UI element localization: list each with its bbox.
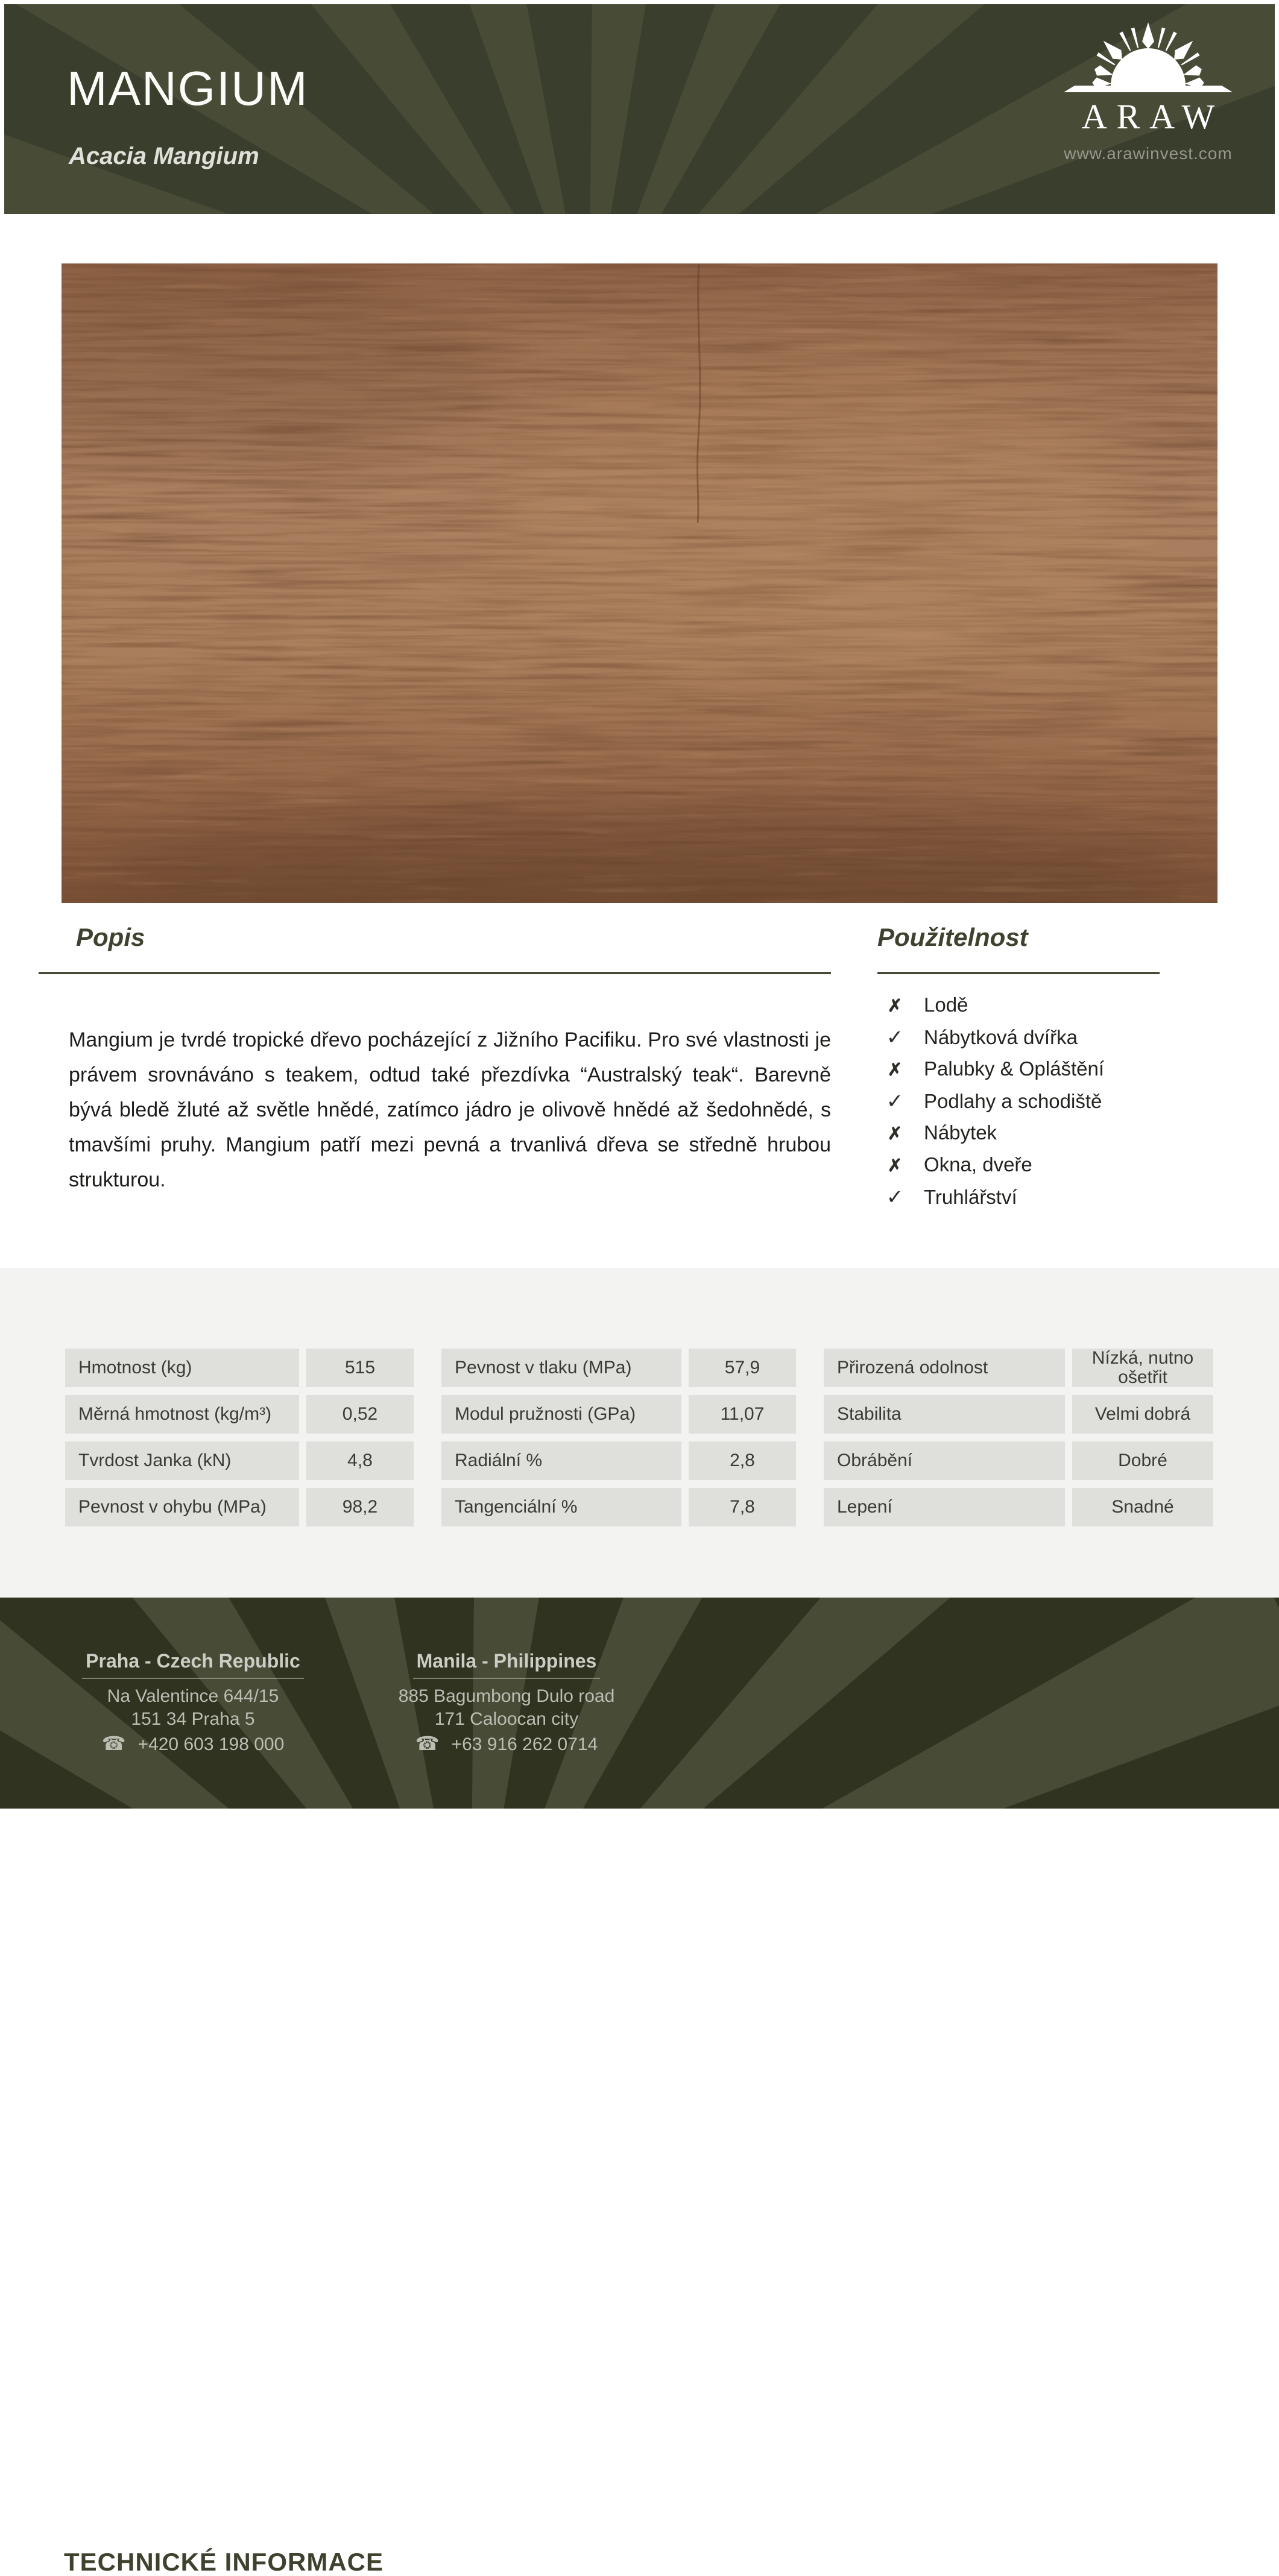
list-item	[882, 1153, 1104, 1185]
list-item	[882, 1025, 1104, 1057]
table-cell-value: 0,52	[306, 1395, 414, 1434]
check-icon: ✓	[886, 1090, 904, 1113]
office-city: Manila - Philippines	[413, 1651, 601, 1679]
section-divider	[39, 972, 831, 974]
table-cell-value: 7,8	[689, 1488, 796, 1526]
check-icon: ✓	[886, 1186, 904, 1209]
table-cell-value: 2,8	[689, 1441, 796, 1480]
table-cell-label: Tvrdost Janka (kN)	[65, 1441, 299, 1480]
page-title: MANGIUM	[67, 61, 309, 115]
office-address-line: Na Valentince 644/15	[107, 1686, 279, 1707]
usability-heading: Použitelnost	[877, 923, 1028, 951]
office-phone	[356, 1731, 657, 1757]
office-address-line: 885 Bagumbong Dulo road	[398, 1686, 615, 1707]
table-cell-value: Dobré	[1072, 1441, 1213, 1480]
brand-name: ARAW	[1081, 97, 1225, 136]
list-item	[882, 1089, 1104, 1121]
list-item-label: Lodě	[924, 994, 968, 1016]
phone-icon: ☎	[415, 1733, 440, 1755]
table-cell-value: Nízká, nutno ošetřit	[1072, 1349, 1213, 1387]
table-cell-label: Lepení	[824, 1488, 1065, 1526]
phone-icon: ☎	[101, 1733, 126, 1755]
table-cell-label: Pevnost v tlaku (MPa)	[441, 1349, 681, 1387]
footer	[0, 1598, 1279, 1809]
table-cell-label: Hmotnost (kg)	[65, 1349, 299, 1387]
phone-number: +420 603 198 000	[137, 1734, 285, 1755]
table-cell-label: Radiální %	[441, 1441, 681, 1480]
araw-logo	[1055, 21, 1242, 163]
table-cell-label: Obrábění	[824, 1441, 1065, 1480]
list-item-label: Palubky & Opláštění	[924, 1057, 1104, 1080]
description-heading: Popis	[76, 923, 145, 951]
table-cell-value: 57,9	[689, 1349, 796, 1387]
table-cell-label: Modul pružnosti (GPa)	[441, 1395, 681, 1434]
phone-number: +63 916 262 0714	[451, 1734, 598, 1755]
header	[4, 4, 1275, 214]
table-cell-label: Pevnost v ohybu (MPa)	[65, 1488, 299, 1526]
list-item	[882, 1121, 1104, 1153]
table-cell-value: Snadné	[1072, 1488, 1213, 1526]
table-cell-value: 515	[306, 1349, 414, 1387]
table-cell-label: Měrná hmotnost (kg/m³)	[65, 1395, 299, 1434]
cross-icon: ✗	[887, 1124, 903, 1144]
table-cell-value: 98,2	[306, 1488, 414, 1526]
list-item	[882, 1185, 1104, 1217]
wood-sample-image	[62, 263, 1217, 903]
table-cell-label: Přirozená odolnost	[824, 1349, 1065, 1387]
office-manila	[356, 1651, 657, 1757]
technical-table	[65, 1349, 1213, 1526]
list-item	[882, 994, 1104, 1025]
website-url: www.arawinvest.com	[1064, 144, 1233, 163]
table-cell-value: 11,07	[689, 1395, 796, 1434]
table-cell-label: Tangenciální %	[441, 1488, 681, 1526]
list-item-label: Podlahy a schodiště	[924, 1090, 1102, 1112]
office-city: Praha - Czech Republic	[82, 1651, 304, 1679]
list-item	[882, 1057, 1104, 1089]
table-cell-value: Velmi dobrá	[1072, 1395, 1213, 1434]
cross-icon: ✗	[887, 1060, 903, 1080]
section-divider	[877, 972, 1160, 974]
table-cell-value: 4,8	[306, 1441, 414, 1480]
office-address-line: 171 Caloocan city	[434, 1709, 579, 1730]
cross-icon: ✗	[887, 997, 903, 1016]
page-subtitle: Acacia Mangium	[69, 143, 259, 169]
technical-heading: TECHNICKÉ INFORMACE	[64, 2548, 384, 2576]
description-paragraph: Mangium je tvrdé tropické dřevo pocházející z Jižního Pacifiku. Pro své vlastnosti je právem srovnáváno s teakem, odtud také přezdívka “Australský teak“. Barevně bývá bledě žluté až světle hnědé, zatímco jádro je olivově hnědé až šedohnědé, s tmavšími pruhy. Mangium patří mezi pevná a trvanlivá dřeva se středně hrubou strukturou.	[69, 1028, 831, 1191]
list-item-label: Nábytková dvířka	[924, 1026, 1078, 1048]
office-address-line: 151 34 Praha 5	[131, 1709, 255, 1730]
usability-list	[882, 994, 1104, 1217]
list-item-label: Nábytek	[924, 1121, 997, 1144]
list-item-label: Okna, dveře	[924, 1153, 1032, 1176]
list-item-label: Truhlářství	[924, 1186, 1017, 1208]
office-phone	[45, 1731, 341, 1757]
table-cell-label: Stabilita	[824, 1395, 1065, 1434]
office-prague	[45, 1651, 341, 1757]
sun-icon	[1055, 21, 1242, 102]
check-icon: ✓	[886, 1026, 904, 1049]
cross-icon: ✗	[887, 1156, 903, 1176]
